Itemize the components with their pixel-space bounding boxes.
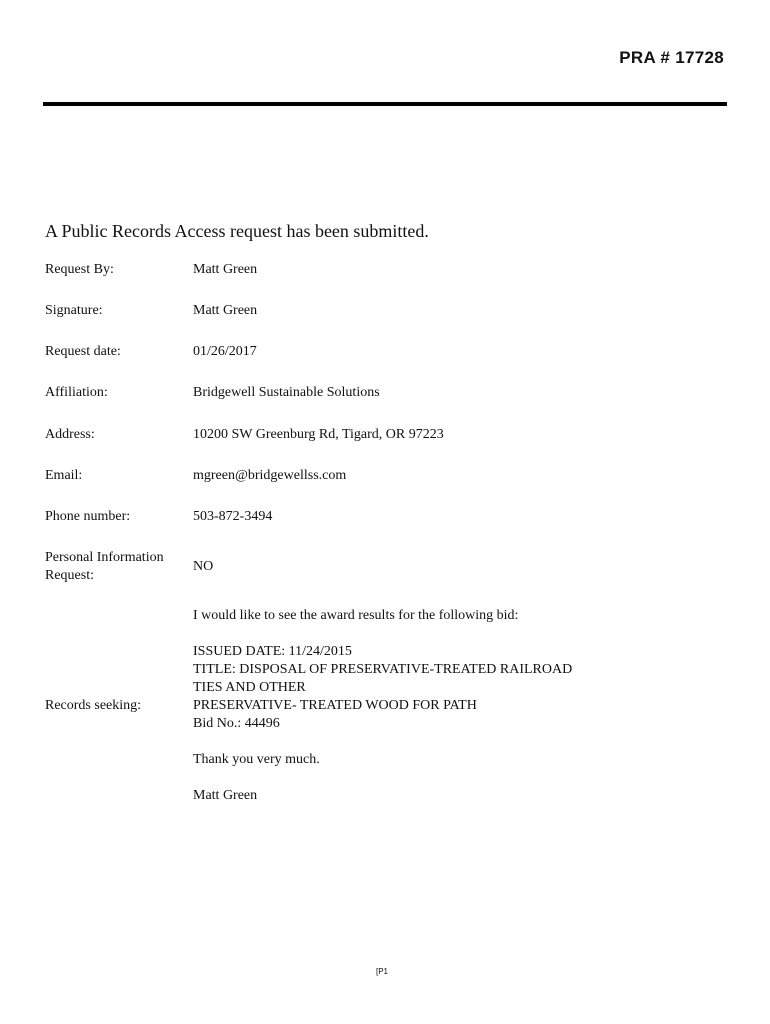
field-value: 503-872-3494 bbox=[193, 509, 273, 524]
field-label: Signature: bbox=[45, 303, 103, 318]
pra-number: PRA # 17728 bbox=[619, 48, 724, 67]
field-value: NO bbox=[193, 559, 214, 574]
field-value: 01/26/2017 bbox=[193, 344, 257, 359]
records-label: Records seeking: bbox=[45, 698, 142, 713]
records-thanks: Thank you very much. bbox=[193, 752, 320, 767]
records-block bbox=[193, 607, 572, 823]
field-value: Matt Green bbox=[193, 262, 258, 277]
records-intro: I would like to see the award results for the following bid: bbox=[193, 608, 519, 623]
records-detail-line: ISSUED DATE: 11/24/2015 bbox=[193, 644, 352, 659]
field-label: Affiliation: bbox=[45, 385, 108, 400]
field-label: Request date: bbox=[45, 344, 121, 359]
field-value: 10200 SW Greenburg Rd, Tigard, OR 97223 bbox=[193, 427, 444, 442]
field-label-line: Request: bbox=[45, 568, 94, 583]
intro-heading: A Public Records Access request has been submitted. bbox=[45, 221, 429, 241]
field-value: mgreen@bridgewellss.com bbox=[193, 468, 347, 483]
page-marker: [P1 bbox=[376, 967, 389, 976]
header-rule bbox=[43, 102, 727, 106]
field-label: Request By: bbox=[45, 262, 114, 277]
records-detail-line: TITLE: DISPOSAL OF PRESERVATIVE-TREATED RAILROAD bbox=[193, 662, 573, 677]
field-value: Matt Green bbox=[193, 303, 258, 318]
field-value: Bridgewell Sustainable Solutions bbox=[193, 385, 380, 400]
records-sign-off: Matt Green bbox=[193, 788, 258, 803]
records-detail-line: TIES AND OTHER bbox=[193, 680, 306, 695]
field-label-line: Personal Information bbox=[45, 550, 164, 565]
field-label: Phone number: bbox=[45, 509, 131, 524]
records-detail-line: Bid No.: 44496 bbox=[193, 716, 280, 731]
field-label: Address: bbox=[45, 427, 95, 442]
field-label: Email: bbox=[45, 468, 83, 483]
records-detail-line: PRESERVATIVE- TREATED WOOD FOR PATH bbox=[193, 698, 477, 713]
field-label bbox=[45, 549, 185, 585]
